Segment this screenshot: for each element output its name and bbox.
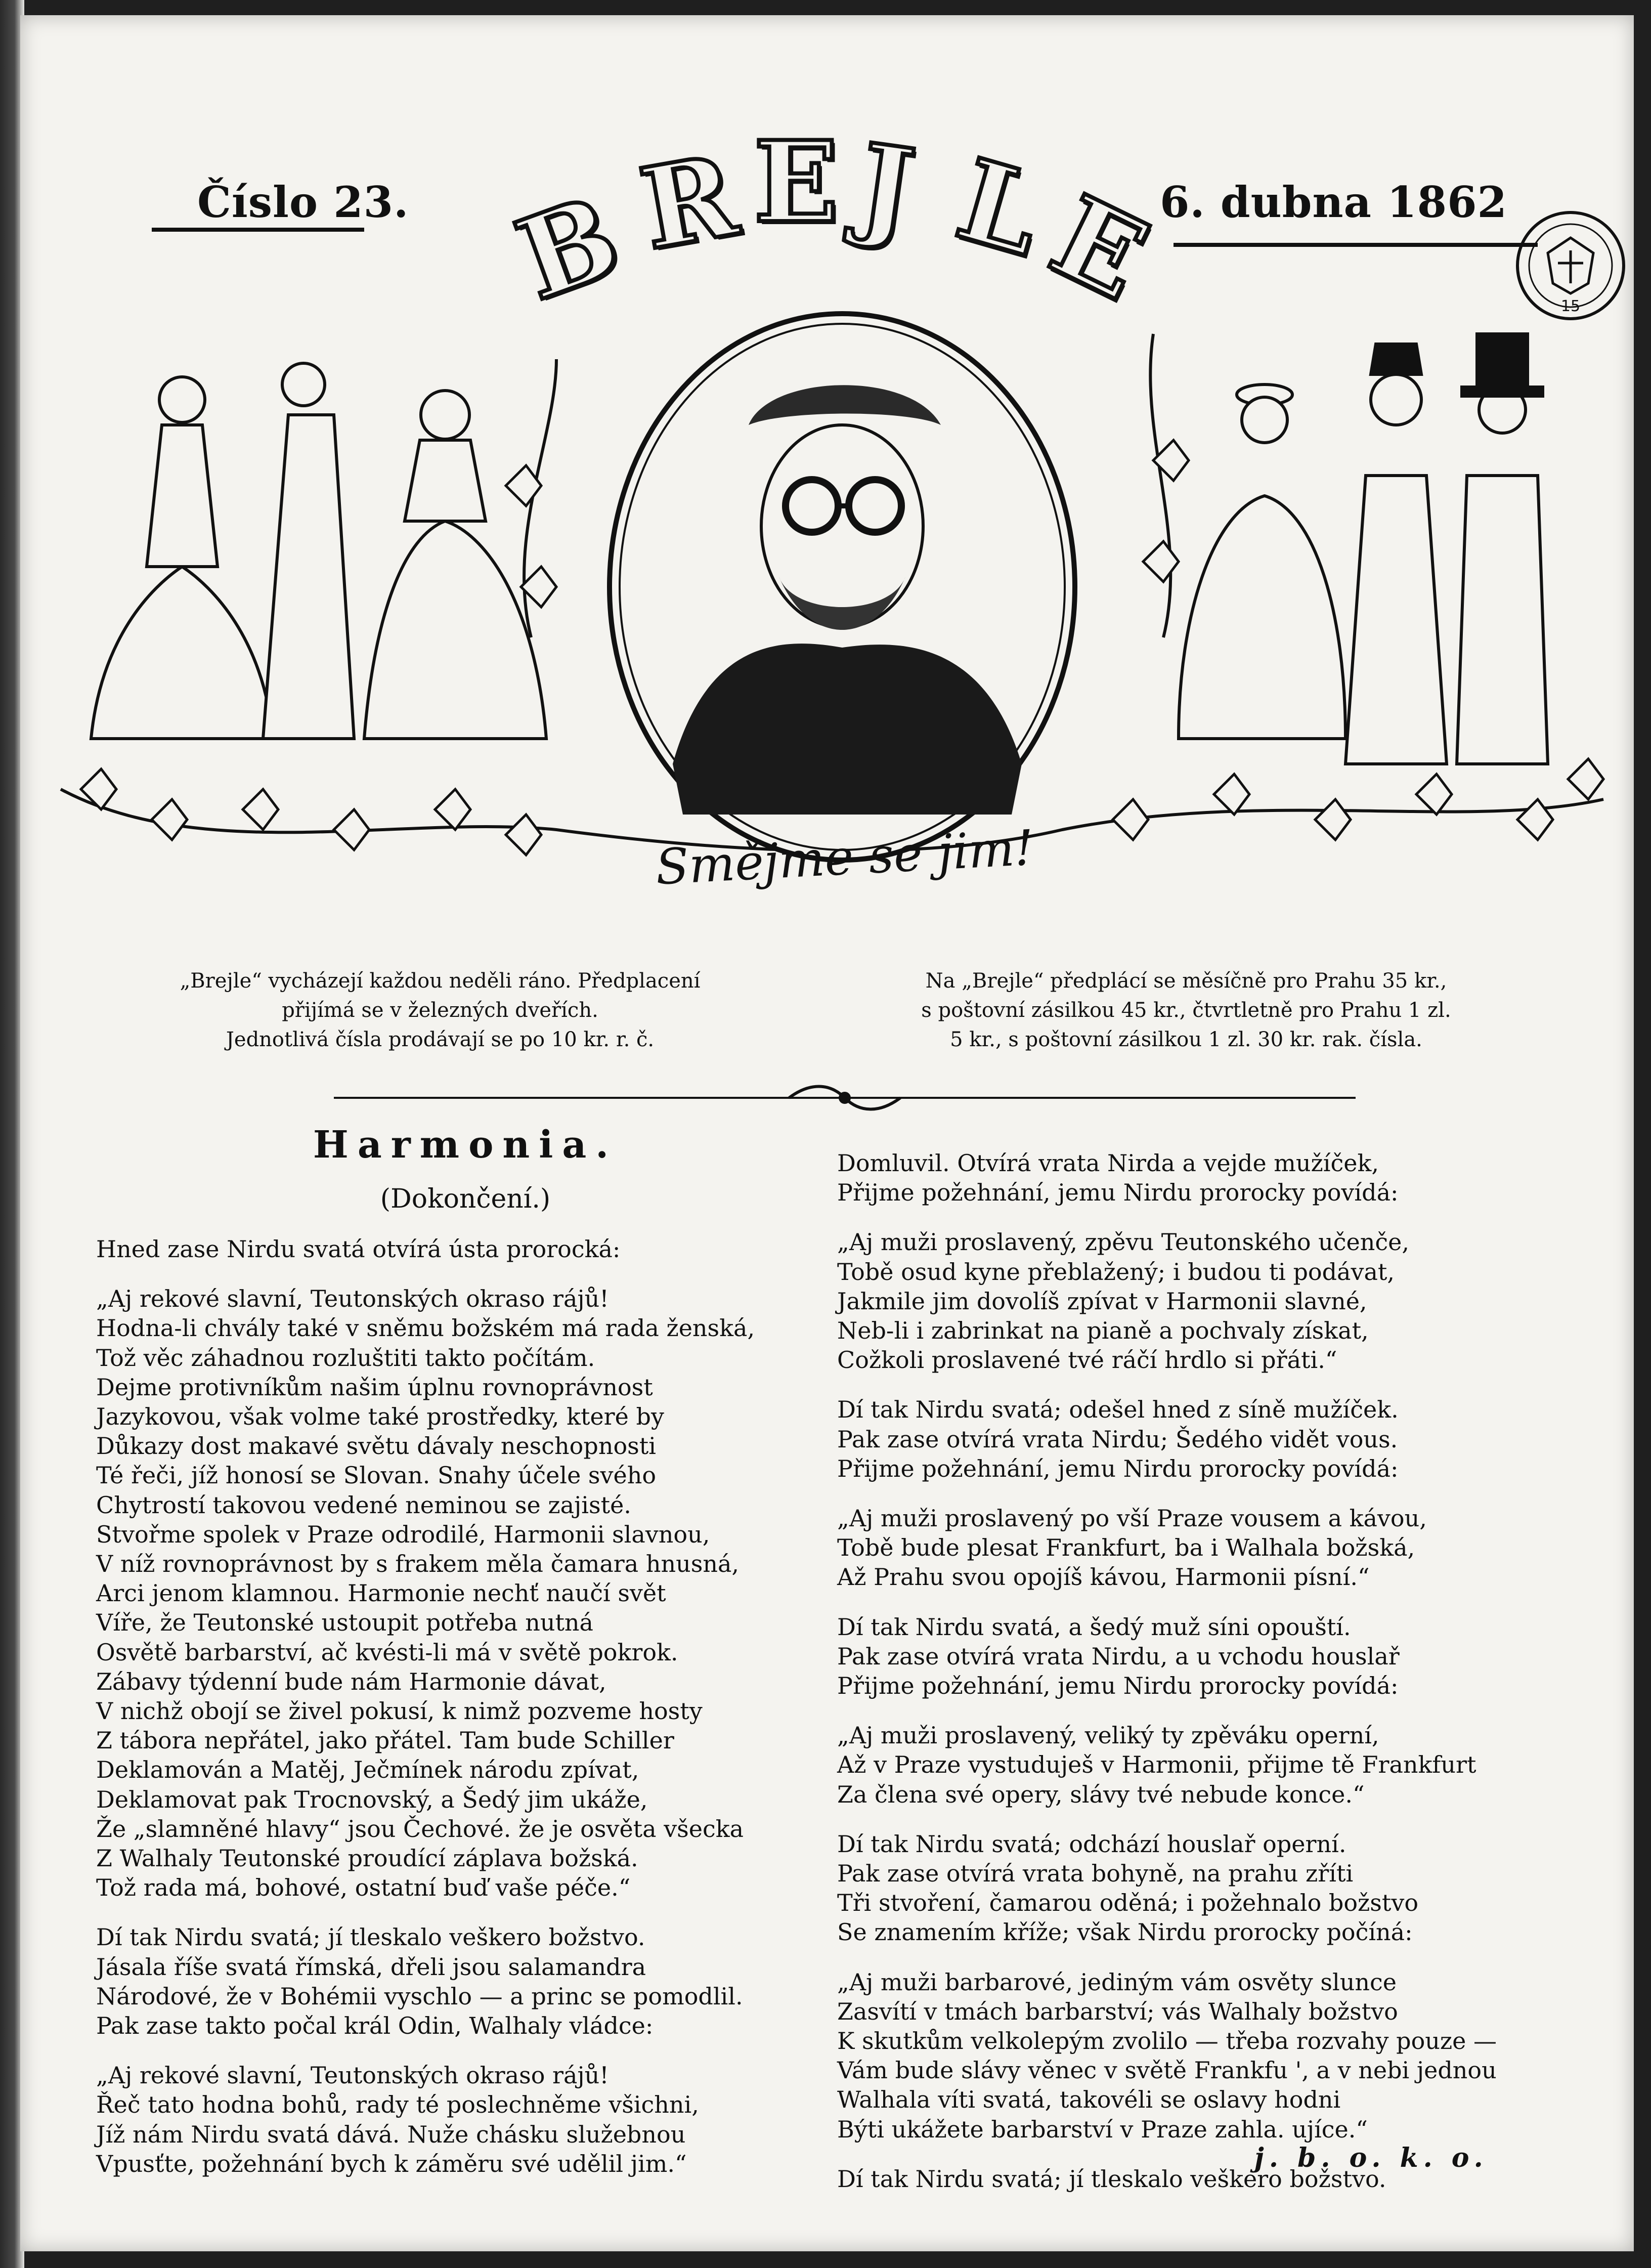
verse-line: Domluvil. Otvírá vrata Nirda a vejde mužíček, bbox=[837, 1149, 1379, 1177]
subscription-info-right bbox=[870, 966, 1502, 1054]
title-letter: R bbox=[631, 130, 746, 275]
verse-line: Až v Praze vystuduješ v Harmonii, přijme tě Frankfurt bbox=[837, 1751, 1476, 1779]
verse-line: Jíž nám Nirdu svatá dává. Nuže chásku služebnou bbox=[96, 2120, 686, 2148]
verse-line: Z tábora nepřátel, jako přátel. Tam bude Schiller bbox=[96, 1727, 674, 1755]
verse-line: Pak zase takto počal král Odin, Walhaly vládce: bbox=[96, 2012, 654, 2040]
verse-line: K skutkům velkolepým zvolilo — třeba rozvahy pouze — bbox=[837, 2027, 1497, 2055]
stamp-number: 15 bbox=[1560, 297, 1581, 315]
verse-line: Pak zase otvírá vrata Nirdu, a u vchodu houslař bbox=[837, 1642, 1400, 1670]
title-letter: E bbox=[754, 116, 839, 247]
verse-line: Zasvítí v tmách barbarství; vás Walhaly božstvo bbox=[837, 1997, 1398, 2025]
verse-line: Přijme požehnání, jemu Nirdu prorocky povídá: bbox=[837, 1454, 1399, 1482]
article-column-left bbox=[96, 1234, 814, 2178]
stanza-gap bbox=[96, 2040, 814, 2061]
stanza-gap bbox=[837, 1592, 1495, 1612]
verse-line: „Aj rekové slavní, Teutonských okraso rájů! bbox=[96, 2062, 609, 2089]
verse-line: „Aj muži barbarové, jediným vám osvěty slunce bbox=[837, 1968, 1397, 1996]
verse-line: Jásala říše svatá římská, dřeli jsou salamandra bbox=[96, 1953, 646, 1981]
verse-line: Řeč tato hodna bohů, rady té poslechněme všichni, bbox=[96, 2091, 699, 2119]
verse-line: „Aj muži proslavený, veliký ty zpěváku operní, bbox=[837, 1722, 1379, 1749]
verse-line: Býti ukážete barbarství v Praze zahla. ujíce.“ bbox=[837, 2115, 1368, 2143]
article-column-right bbox=[837, 1148, 1495, 2194]
subscription-line: „Brejle“ vycházejí každou neděli ráno. Předplacení bbox=[180, 969, 701, 993]
title-letter: B bbox=[501, 170, 635, 325]
verse-line: Arci jenom klamnou. Harmonie nechť naučí svět bbox=[96, 1579, 666, 1607]
stanza-gap bbox=[837, 1809, 1495, 1829]
verse-line: Vám bude slávy věnec v světě Frankfu ', a v nebi jednou bbox=[837, 2057, 1497, 2084]
ornamental-divider bbox=[334, 1083, 1356, 1113]
verse-line: Tož věc záhadnou rozluštiti takto počítám. bbox=[96, 1344, 595, 1372]
stanza-gap bbox=[96, 1902, 814, 1922]
subscription-info-left bbox=[142, 966, 738, 1054]
title-letter: E bbox=[1032, 170, 1166, 325]
verse-line: Stvořme spolek v Praze odrodilé, Harmonii slavnou, bbox=[96, 1520, 710, 1548]
verse-line: „Aj muži proslavený, zpěvu Teutonského učenče, bbox=[837, 1228, 1409, 1256]
verse-line: V níž rovnoprávnost by s frakem měla čamara hnusná, bbox=[96, 1550, 739, 1578]
verse-line: Až Prahu svou opojíš kávou, Harmonii písní.“ bbox=[837, 1563, 1370, 1591]
verse-line: Víře, že Teutonské ustoupit potřeba nutná bbox=[96, 1609, 593, 1637]
verse-line: Pak zase otvírá vrata Nirdu; Šedého vidět vous. bbox=[837, 1425, 1398, 1453]
verse-line: Dejme protivníkům našim úplnu rovnoprávnost bbox=[96, 1373, 653, 1401]
motto-banner: Smějme se jim! bbox=[654, 819, 1035, 896]
verse-line: Cožkoli proslavené tvé ráčí hrdlo si přáti.“ bbox=[837, 1346, 1337, 1374]
article-title: Harmonia. bbox=[313, 1123, 618, 1167]
stanza-gap bbox=[96, 1264, 814, 1284]
verse-line: V nichž obojí se živel pokusí, k nimž pozveme hosty bbox=[96, 1697, 703, 1725]
stanza-gap bbox=[837, 1947, 1495, 1967]
title-letter: J bbox=[851, 118, 922, 255]
verse-line: Deklamován a Matěj, Ječmínek národu zpívat, bbox=[96, 1756, 639, 1784]
verse-line: Tři stvoření, čamarou oděná; i požehnalo božstvo bbox=[837, 1889, 1419, 1917]
verse-line: Tož rada má, bohové, ostatní buď vaše péče.“ bbox=[96, 1874, 631, 1902]
masthead-rule-right bbox=[1174, 243, 1538, 247]
verse-line: Jakmile jim dovolíš zpívat v Harmonii slavné, bbox=[837, 1287, 1367, 1315]
newspaper-page bbox=[20, 15, 1634, 2251]
issue-date: 6. dubna 1862 bbox=[1159, 177, 1507, 227]
verse-line: Osvětě barbarství, ač kvésti-li má v světě pokrok. bbox=[96, 1638, 678, 1666]
verse-line: Dí tak Nirdu svatá; jí tleskalo veškero božstvo. bbox=[96, 1923, 645, 1951]
verse-line: Se znamením kříže; však Nirdu prorocky počíná: bbox=[837, 1918, 1413, 1946]
stanza-gap bbox=[837, 1207, 1495, 1227]
subscription-line: Jednotlivá čísla prodávají se po 10 kr. r. č. bbox=[226, 1028, 655, 1051]
verse-line: Dí tak Nirdu svatá; odchází houslař operní. bbox=[837, 1830, 1346, 1858]
verse-line: Národové, že v Bohémii vyschlo — a princ se pomodlil. bbox=[96, 1982, 743, 2010]
verse-line: Neb-li i zabrinkat na pianě a pochvaly získat, bbox=[837, 1317, 1369, 1345]
masthead-title bbox=[501, 116, 1174, 325]
verse-line: Přijme požehnání, jemu Nirdu prorocky povídá: bbox=[837, 1179, 1399, 1207]
stanza-gap bbox=[837, 1375, 1495, 1395]
verse-line: Z Walhaly Teutonské proudící záplava božská. bbox=[96, 1845, 638, 1872]
verse-line: „Aj rekové slavní, Teutonských okraso rájů! bbox=[96, 1285, 609, 1313]
title-letter: L bbox=[944, 133, 1056, 281]
verse-line: Za člena své opery, slávy tvé nebude konce.“ bbox=[837, 1780, 1365, 1808]
verse-line: Chytrostí takovou vedené neminou se zajisté. bbox=[96, 1491, 631, 1519]
verse-line: Tobě bude plesat Frankfurt, ba i Walhala božská, bbox=[837, 1534, 1415, 1562]
author-signature: j. b. o. k. o. bbox=[1254, 2143, 1488, 2173]
masthead-rule-left bbox=[152, 228, 364, 232]
verse-line: Walhala víti svatá, takovéli se oslavy hodni bbox=[837, 2086, 1341, 2114]
verse-line: Deklamovat pak Trocnovský, a Šedý jim ukáže, bbox=[96, 1785, 648, 1813]
verse-line: Té řeči, jíž honosí se Slovan. Snahy účele svého bbox=[96, 1462, 657, 1489]
verse-line: Hned zase Nirdu svatá otvírá ústa prorocká: bbox=[96, 1235, 621, 1263]
stanza-gap bbox=[837, 1700, 1495, 1721]
verse-line: Dí tak Nirdu svatá, a šedý muž síni opouští. bbox=[837, 1613, 1351, 1641]
verse-line: „Aj muži proslavený po vší Praze vousem a kávou, bbox=[837, 1505, 1427, 1532]
issue-number: Číslo 23. bbox=[197, 177, 409, 227]
subscription-line: Na „Brejle“ předplácí se měsíčně pro Prahu 35 kr., bbox=[925, 969, 1447, 993]
subscription-line: 5 kr., s poštovní zásilkou 1 zl. 30 kr. rak. čísla. bbox=[950, 1028, 1422, 1051]
article-subtitle: (Dokončení.) bbox=[380, 1184, 551, 1214]
verse-line: Dí tak Nirdu svatá; odešel hned z síně mužíček. bbox=[837, 1396, 1399, 1424]
verse-line: Vpusťte, požehnání bych k záměru své udělil jim.“ bbox=[96, 2150, 687, 2177]
verse-line: Dí tak Nirdu svatá; jí tleskalo veškero božstvo. bbox=[837, 2165, 1386, 2193]
subscription-line: přijímá se v železných dveřích. bbox=[282, 999, 598, 1022]
verse-line: Zábavy týdenní bude nám Harmonie dávat, bbox=[96, 1667, 606, 1695]
verse-line: Přijme požehnání, jemu Nirdu prorocky povídá: bbox=[837, 1672, 1399, 1700]
verse-line: Hodna-li chvály také v sněmu božském má rada ženská, bbox=[96, 1314, 755, 1342]
verse-line: Tobě osud kyne přeblažený; i budou ti podávat, bbox=[837, 1258, 1395, 1286]
verse-line: Jazykovou, však volme také prostředky, které by bbox=[96, 1403, 664, 1431]
stanza-gap bbox=[837, 1483, 1495, 1504]
verse-line: Pak zase otvírá vrata bohyně, na prahu zříti bbox=[837, 1860, 1354, 1888]
verse-line: Důkazy dost makavé světu dávaly neschopnosti bbox=[96, 1432, 656, 1460]
subscription-line: s poštovní zásilkou 45 kr., čtvrtletně pro Prahu 1 zl. bbox=[921, 999, 1451, 1022]
verse-line: Že „slamněné hlavy“ jsou Čechové. že je osvěta všecka bbox=[96, 1815, 744, 1843]
